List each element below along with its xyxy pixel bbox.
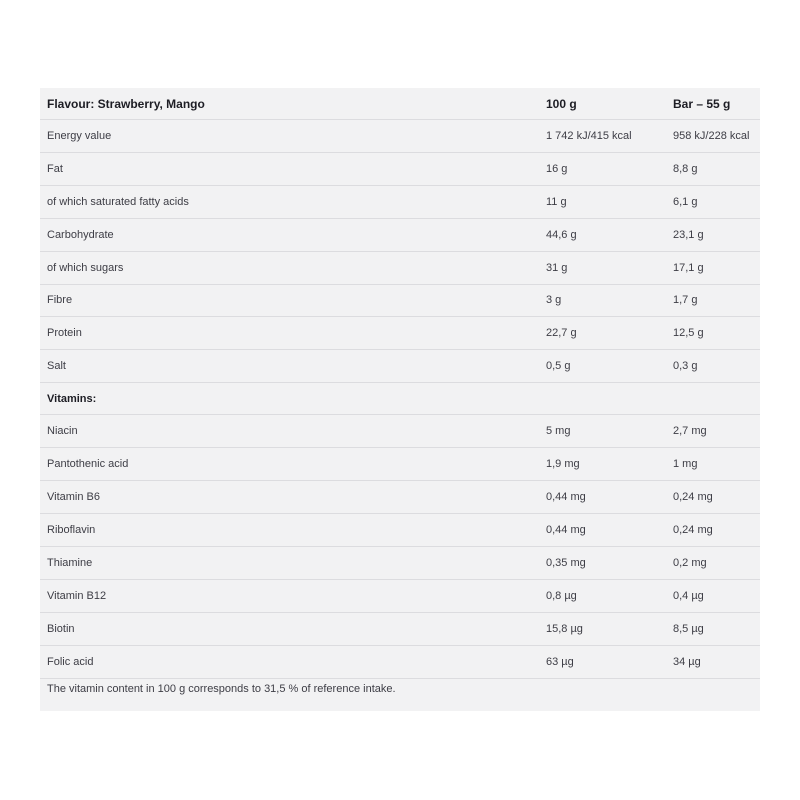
value-bar: 8,8 g bbox=[673, 163, 698, 175]
table-header-row bbox=[40, 88, 760, 120]
value-100g: 0,44 mg bbox=[546, 491, 586, 503]
value-100g: 0,35 mg bbox=[546, 557, 586, 569]
vitamin-name: Thiamine bbox=[47, 557, 93, 569]
nutrient-name: of which sugars bbox=[47, 262, 124, 274]
vitamin-name: Niacin bbox=[47, 425, 78, 437]
value-100g: 44,6 g bbox=[546, 229, 577, 241]
nutrient-name: Carbohydrate bbox=[47, 229, 114, 241]
header-bar: Bar – 55 g bbox=[673, 97, 731, 111]
value-100g: 5 mg bbox=[546, 425, 571, 437]
vitamins-heading: Vitamins: bbox=[47, 393, 97, 405]
nutrition-table bbox=[40, 88, 760, 711]
nutrient-name: Salt bbox=[47, 360, 66, 372]
value-100g: 1 742 kJ/415 kcal bbox=[546, 130, 632, 142]
table-row bbox=[40, 219, 760, 251]
header-100g: 100 g bbox=[546, 97, 577, 111]
value-bar: 2,7 mg bbox=[673, 425, 707, 437]
table-row bbox=[40, 317, 760, 349]
value-100g: 63 µg bbox=[546, 656, 574, 668]
value-bar: 0,2 mg bbox=[673, 557, 707, 569]
table-row bbox=[40, 514, 760, 546]
value-100g: 31 g bbox=[546, 262, 568, 274]
table-row bbox=[40, 120, 760, 152]
nutrient-name: Protein bbox=[47, 327, 82, 339]
value-100g: 3 g bbox=[546, 294, 562, 306]
nutrient-name: Energy value bbox=[47, 130, 112, 142]
header-flavour: Flavour: Strawberry, Mango bbox=[47, 97, 205, 111]
value-bar: 8,5 µg bbox=[673, 623, 704, 635]
value-bar: 1 mg bbox=[673, 458, 698, 470]
value-bar: 34 µg bbox=[673, 656, 701, 668]
table-row bbox=[40, 646, 760, 678]
value-bar: 0,4 µg bbox=[673, 590, 704, 602]
table-row bbox=[40, 153, 760, 185]
value-100g: 15,8 µg bbox=[546, 623, 583, 635]
table-row bbox=[40, 252, 760, 284]
table-row bbox=[40, 284, 760, 316]
table-row bbox=[40, 547, 760, 579]
value-bar: 958 kJ/228 kcal bbox=[673, 130, 750, 142]
vitamin-name: Pantothenic acid bbox=[47, 458, 129, 470]
vitamin-name: Biotin bbox=[47, 623, 75, 635]
value-bar: 12,5 g bbox=[673, 327, 704, 339]
value-100g: 1,9 mg bbox=[546, 458, 580, 470]
value-100g: 11 g bbox=[546, 196, 567, 208]
table-row bbox=[40, 186, 760, 218]
value-100g: 0,8 µg bbox=[546, 590, 577, 602]
value-bar: 23,1 g bbox=[673, 229, 704, 241]
vitamin-name: Vitamin B12 bbox=[47, 590, 107, 602]
table-row bbox=[40, 613, 760, 645]
vitamin-name: Vitamin B6 bbox=[47, 491, 100, 503]
table-row bbox=[40, 350, 760, 382]
value-bar: 0,3 g bbox=[673, 360, 698, 372]
value-100g: 0,44 mg bbox=[546, 524, 586, 536]
value-bar: 0,24 mg bbox=[673, 524, 713, 536]
table-row bbox=[40, 448, 760, 480]
value-bar: 1,7 g bbox=[673, 294, 698, 306]
nutrient-name: Fibre bbox=[47, 294, 73, 306]
table-row bbox=[40, 481, 760, 513]
value-bar: 6,1 g bbox=[673, 196, 698, 208]
value-100g: 0,5 g bbox=[546, 360, 571, 372]
vitamin-name: Riboflavin bbox=[47, 524, 96, 536]
value-100g: 16 g bbox=[546, 163, 568, 175]
value-bar: 0,24 mg bbox=[673, 491, 713, 503]
table-row bbox=[40, 415, 760, 447]
value-bar: 17,1 g bbox=[673, 262, 704, 274]
table-row bbox=[40, 580, 760, 612]
value-100g: 22,7 g bbox=[546, 327, 577, 339]
vitamin-footnote: The vitamin content in 100 g corresponds to 31,5 % of reference intake. bbox=[47, 683, 396, 695]
vitamins-heading-row bbox=[40, 383, 760, 415]
vitamin-name: Folic acid bbox=[47, 656, 94, 668]
nutrient-name: Fat bbox=[47, 163, 63, 175]
nutrient-name: of which saturated fatty acids bbox=[47, 196, 189, 208]
